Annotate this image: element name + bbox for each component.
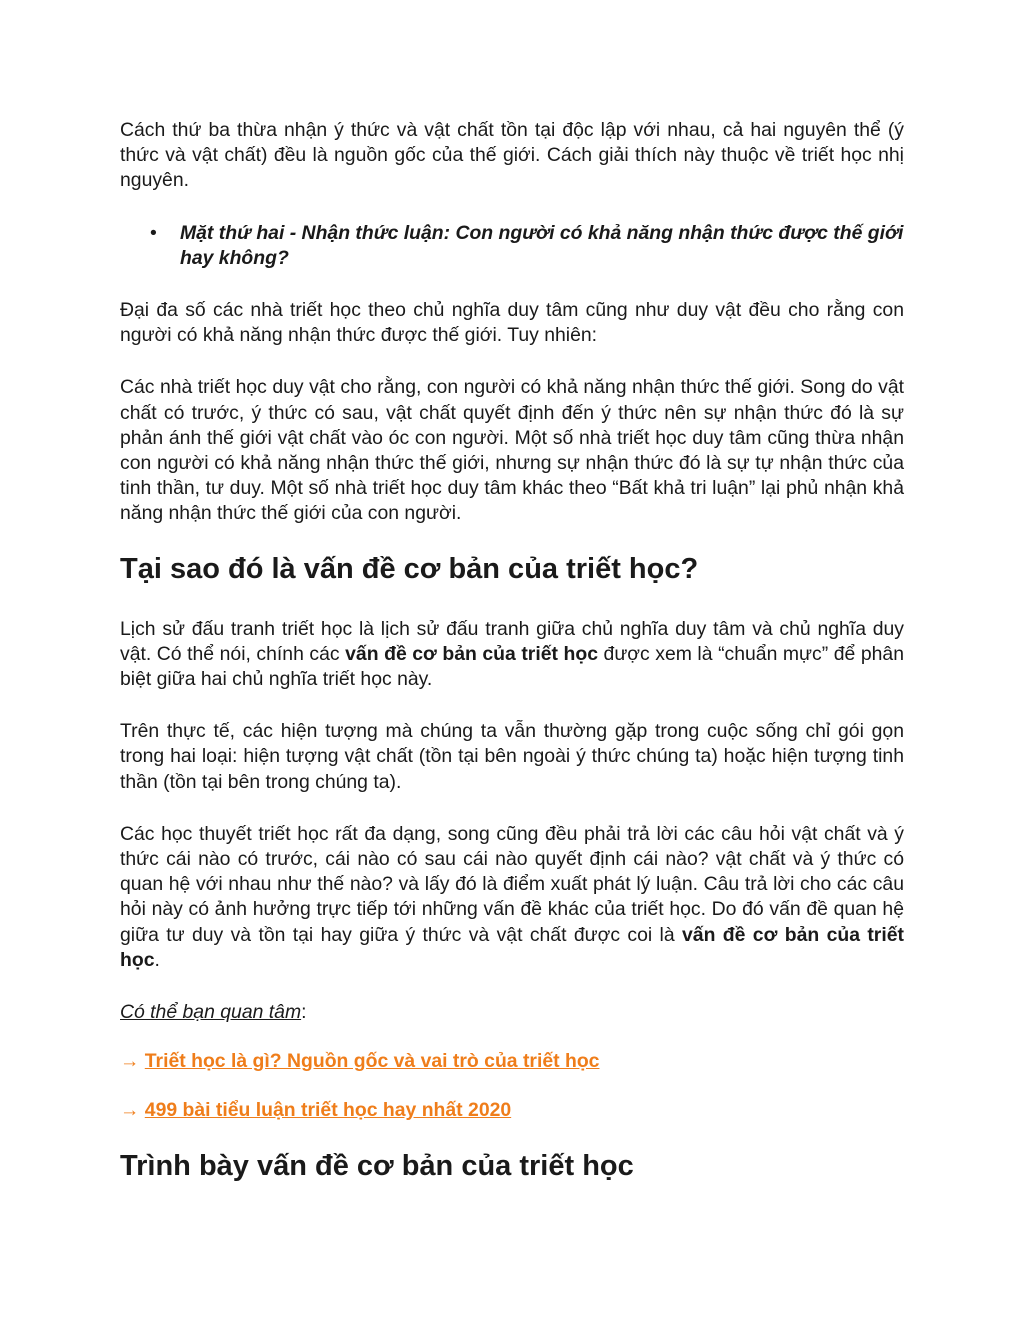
interest-colon: : (301, 1001, 307, 1024)
paragraph-doctrines-text: Các học thuyết triết học rất đa dạng, song cũng đều phải trả lời các câu hỏi vật chất và ý thức cái nào có trước, cái nào có sau cái nào quyết định cái nào? vật chất và ý thức có quan hệ với nhau như thế nào? và lấy đó là điểm xuất phát lý luận. Câu trả lời cho các câu hỏi này có ảnh hưởng trực tiếp tới những vấn đề khác của triết học. Do đó vấn đề quan hệ giữa tư duy và tồn tại hay giữa ý thức và vật chất được coi là (120, 822, 904, 946)
related-link-2 (120, 1098, 904, 1123)
document-page (120, 118, 904, 1214)
arrow-right-icon: → (120, 1050, 145, 1073)
paragraph-doctrines-text-end: . (154, 948, 160, 971)
related-link-1 (120, 1049, 904, 1074)
paragraph-phenomena: Trên thực tế, các hiện tượng mà chúng ta vẫn thường gặp trong cuộc sống chỉ gói gọn trong hai loại: hiện tượng vật chất (tồn tại bên ngoài ý thức chúng ta) hoặc hiện tượng tinh thần (tồn tại bên trong chúng ta). (120, 720, 904, 793)
paragraph-epistemology-detail: Các nhà triết học duy vật cho rằng, con người có khả năng nhận thức thế giới. Song do vật chất có trước, ý thức có sau, vật chất quyết định đến ý thức nên sự nhận thức đó là sự phản ánh thế giới vật chất vào óc con người. Một số nhà triết học duy tâm cũng thừa nhận con người có khả năng nhận thức thế giới, nhưng sự nhận thức đó là sự tự nhận thức của tinh thần, tư duy. Một số nhà triết học duy tâm khác theo “Bất khả tri luận” lại phủ nhận khả năng nhận thức thế giới của con người. (120, 376, 904, 525)
paragraph-history-bold: vấn đề cơ bản của triết học (345, 642, 598, 665)
heading-present-problem: Trình bày vấn đề cơ bản của triết học (120, 1149, 634, 1182)
arrow-right-icon: → (120, 1099, 145, 1122)
bullet-text: Mặt thứ hai - Nhận thức luận: Con người có khả năng nhận thức được thế giới hay không? (180, 221, 904, 269)
bullet-item (120, 221, 904, 271)
paragraph-doctrines-bold: vấn đề cơ bản của triết học (120, 923, 904, 971)
interest-label: Có thể bạn quan tâm (120, 1001, 302, 1024)
paragraph-history (120, 617, 904, 693)
interest-line (120, 1000, 904, 1025)
paragraph-epistemology-intro: Đại đa số các nhà triết học theo chủ nghĩa duy tâm cũng như duy vật đều cho rằng con người có khả năng nhận thức được thế giới. Tuy nhiên: (120, 299, 904, 347)
paragraph-doctrines (120, 822, 904, 973)
link-what-is-philosophy[interactable]: Triết học là gì? Nguồn gốc và vai trò của triết học (144, 1050, 600, 1073)
paragraph-dualism: Cách thứ ba thừa nhận ý thức và vật chất tồn tại độc lập với nhau, cả hai nguyên thể (ý thức và vật chất) đều là nguồn gốc của thế giới. Cách giải thích này thuộc về triết học nhị nguyên. (120, 119, 904, 192)
heading-why-fundamental: Tại sao đó là vấn đề cơ bản của triết học? (120, 552, 699, 585)
paragraph-history-text: Lịch sử đấu tranh triết học là lịch sử đấu tranh giữa chủ nghĩa duy tâm và chủ nghĩa duy vật. Có thể nói, chính các (120, 617, 904, 665)
link-philosophy-essays[interactable]: 499 bài tiểu luận triết học hay nhất 2020 (144, 1099, 512, 1122)
paragraph-history-text-end: được xem là “chuẩn mực” để phân biệt giữa hai chủ nghĩa triết học này. (120, 642, 904, 691)
bullet-marker: • (150, 221, 157, 244)
